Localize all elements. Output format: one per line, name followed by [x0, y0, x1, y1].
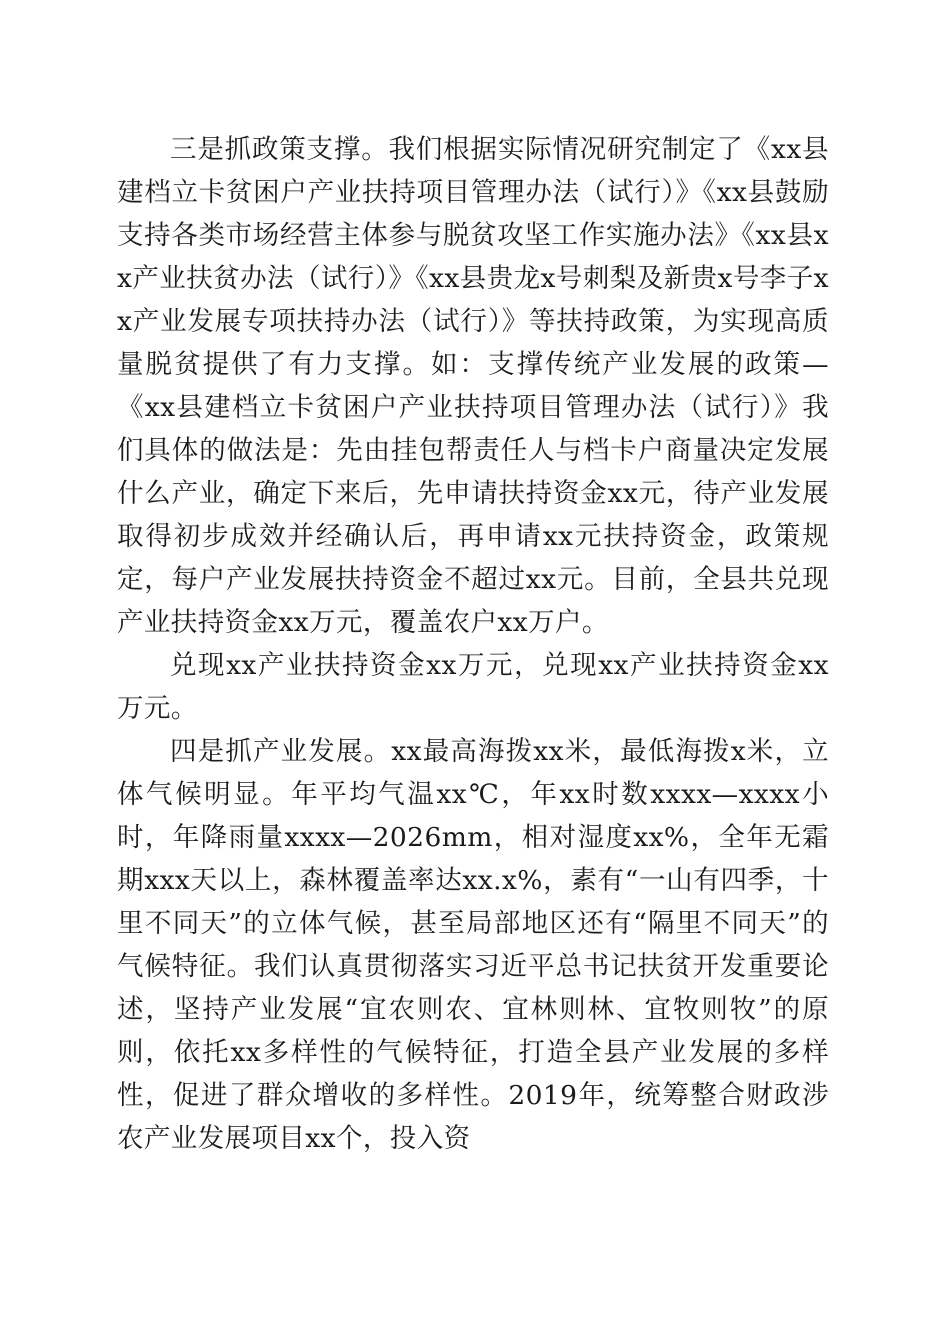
paragraph-funds-disbursed: 兑现xx产业扶持资金xx万元，兑现xx产业扶持资金xx万元。: [117, 650, 829, 724]
paragraph-policy-support: 三是抓政策支撑。我们根据实际情况研究制定了《xx县建档立卡贫困户产业扶持项目管理办法（试行）》《xx县鼓励支持各类市场经营主体参与脱贫攻坚工作实施办法》《xx县xx产业扶贫办法（试行）》《xx县贵龙x号刺梨及新贵x号李子xx产业发展专项扶持办法（试行）》等扶持政策，为实现高质量脱贫提供了有力支撑。如：支撑传统产业发展的政策—《xx县建档立卡贫困户产业扶持项目管理办法（试行）》我们具体的做法是：先由挂包帮责任人与档卡户商量决定发展什么产业，确定下来后，先申请扶持资金xx元，待产业发展取得初步成效并经确认后，再申请xx元扶持资金，政策规定，每户产业发展扶持资金不超过xx元。目前，全县共兑现产业扶持资金xx万元，覆盖农户xx万户。: [117, 134, 829, 638]
paragraph-industry-development: 四是抓产业发展。xx最高海拨xx米，最低海拨x米，立体气候明显。年平均气温xx℃，年xx时数xxxx—xxxx小时，年降雨量xxxx—2026mm，相对湿度xx%，全年无霜期xxx天以上，森林覆盖率达xx.x%，素有“一山有四季，十里不同天”的立体气候，甚至局部地区还有“隔里不同天”的气候特征。我们认真贯彻落实习近平总书记扶贫开发重要论述，坚持产业发展“宜农则农、宜林则林、宜牧则牧”的原则，依托xx多样性的气候特征，打造全县产业发展的多样性，促进了群众增收的多样性。2019年，统筹整合财政涉农产业发展项目xx个，投入资: [117, 736, 829, 1154]
document-text-body: [117, 128, 829, 1160]
